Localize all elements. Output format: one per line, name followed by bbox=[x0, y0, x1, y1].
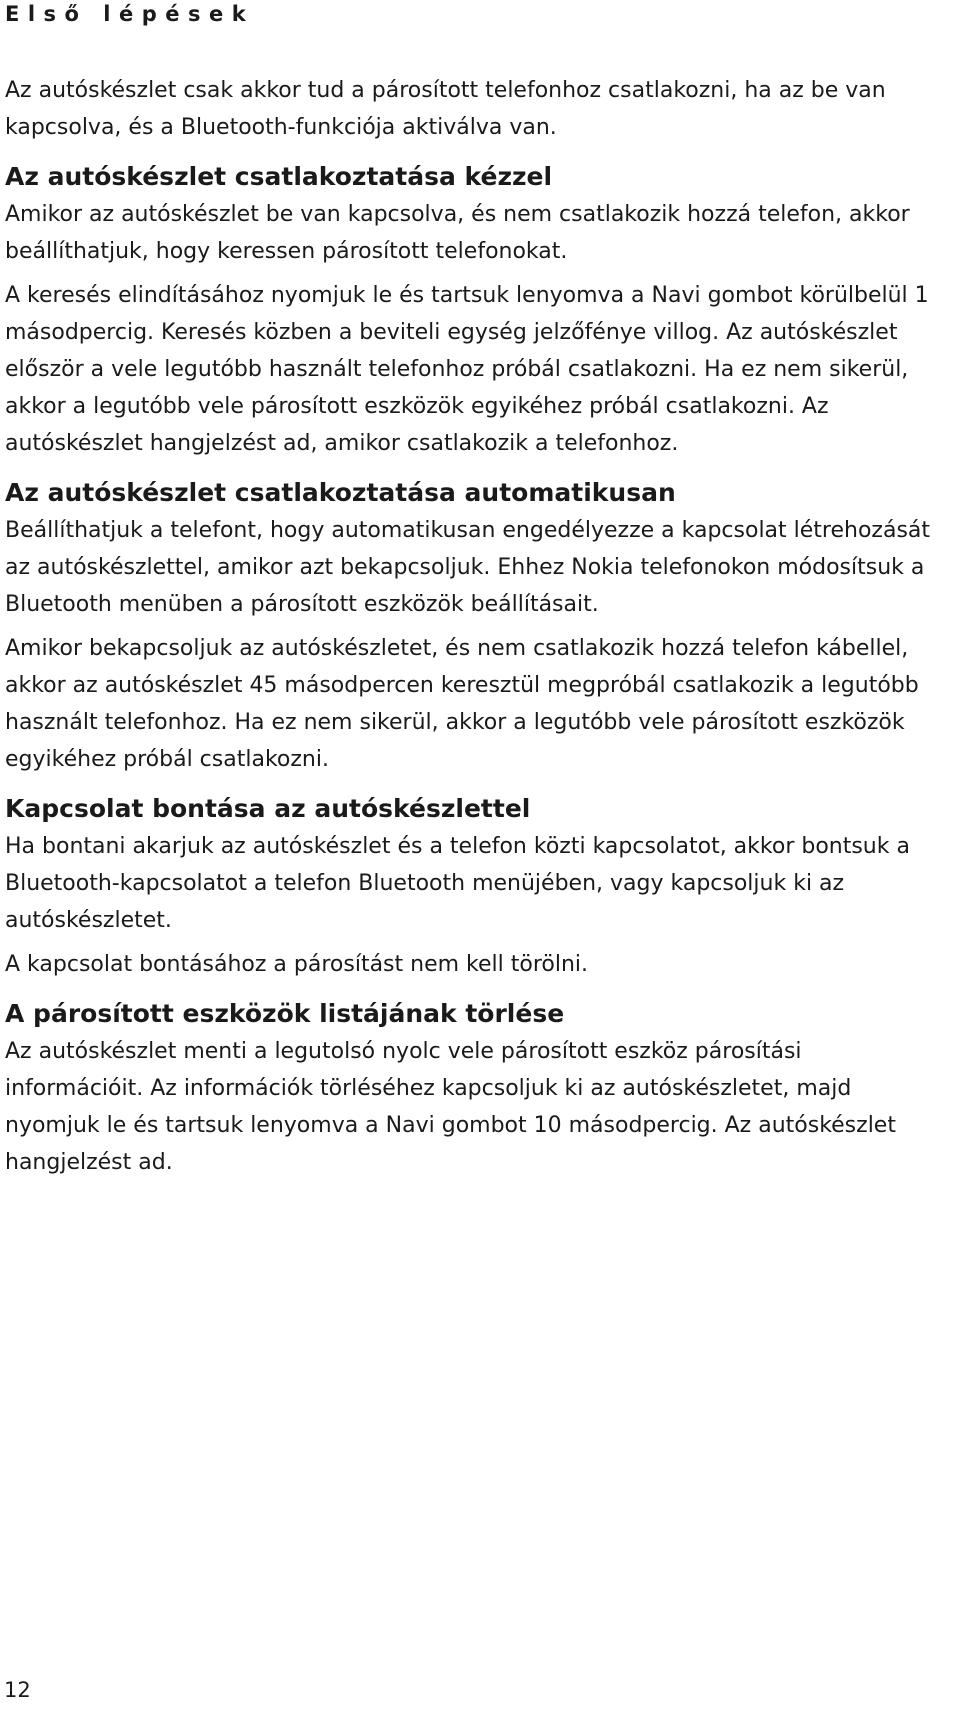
section-title: A párosított eszközök listájának törlése bbox=[5, 999, 565, 1028]
page-number: 12 bbox=[4, 1678, 31, 1702]
section-clear-paired-list bbox=[5, 995, 935, 1181]
section-title: Kapcsolat bontása az autóskészlettel bbox=[5, 794, 531, 823]
body-paragraph: Amikor bekapcsoljuk az autóskészletet, és nem csatlakozik hozzá telefon kábellel, akkor az autóskészlet 45 másodpercen keresztül megpróbál csatlakozik a legutóbb használt telefonhoz. Ha ez nem sikerül, akkor a legutóbb vele párosított eszközök egyikéhez próbál csatlakozni. bbox=[5, 636, 919, 772]
section-connect-manually bbox=[5, 158, 935, 462]
intro-paragraph: Az autóskészlet csak akkor tud a párosított telefonhoz csatlakozni, ha az be van kapcsolva, és a Bluetooth-funkciója aktiválva van. bbox=[5, 78, 886, 140]
body-paragraph: Beállíthatjuk a telefont, hogy automatikusan engedélyezze a kapcsolat létrehozását az autóskészlettel, amikor azt bekapcsoljuk. Ehhez Nokia telefonokon módosítsuk a Bluetooth menüben a párosított eszközök beállításait. bbox=[5, 518, 931, 617]
section-title: Az autóskészlet csatlakoztatása automatikusan bbox=[5, 478, 676, 507]
section-title: Az autóskészlet csatlakoztatása kézzel bbox=[5, 162, 553, 191]
section-disconnect bbox=[5, 790, 935, 983]
body-paragraph: Amikor az autóskészlet be van kapcsolva, és nem csatlakozik hozzá telefon, akkor beállíthatjuk, hogy keressen párosított telefonokat. bbox=[5, 202, 910, 264]
page-content bbox=[5, 72, 935, 1181]
body-paragraph: Ha bontani akarjuk az autóskészlet és a telefon közti kapcsolatot, akkor bontsuk a Bluetooth-kapcsolatot a telefon Bluetooth menüjében, vagy kapcsoljuk ki az autóskészletet. bbox=[5, 834, 910, 933]
body-paragraph: A kapcsolat bontásához a párosítást nem kell törölni. bbox=[5, 952, 589, 977]
chapter-header: Első lépések bbox=[5, 2, 255, 26]
body-paragraph: Az autóskészlet menti a legutolsó nyolc vele párosított eszköz párosítási információit. Az információk törléséhez kapcsoljuk ki az autóskészletet, majd nyomjuk le és tartsuk lenyomva a Navi gombot 10 másodpercig. Az autóskészlet hangjelzést ad. bbox=[5, 1039, 896, 1175]
section-connect-automatically bbox=[5, 474, 935, 778]
body-paragraph: A keresés elindításához nyomjuk le és tartsuk lenyomva a Navi gombot körülbelül 1 másodpercig. Keresés közben a beviteli egység jelzőfénye villog. Az autóskészlet először a vele legutóbb használt telefonhoz próbál csatlakozni. Ha ez nem sikerül, akkor a legutóbb vele párosított eszközök egyikéhez próbál csatlakozni. Az autóskészlet hangjelzést ad, amikor csatlakozik a telefonhoz. bbox=[5, 283, 929, 456]
